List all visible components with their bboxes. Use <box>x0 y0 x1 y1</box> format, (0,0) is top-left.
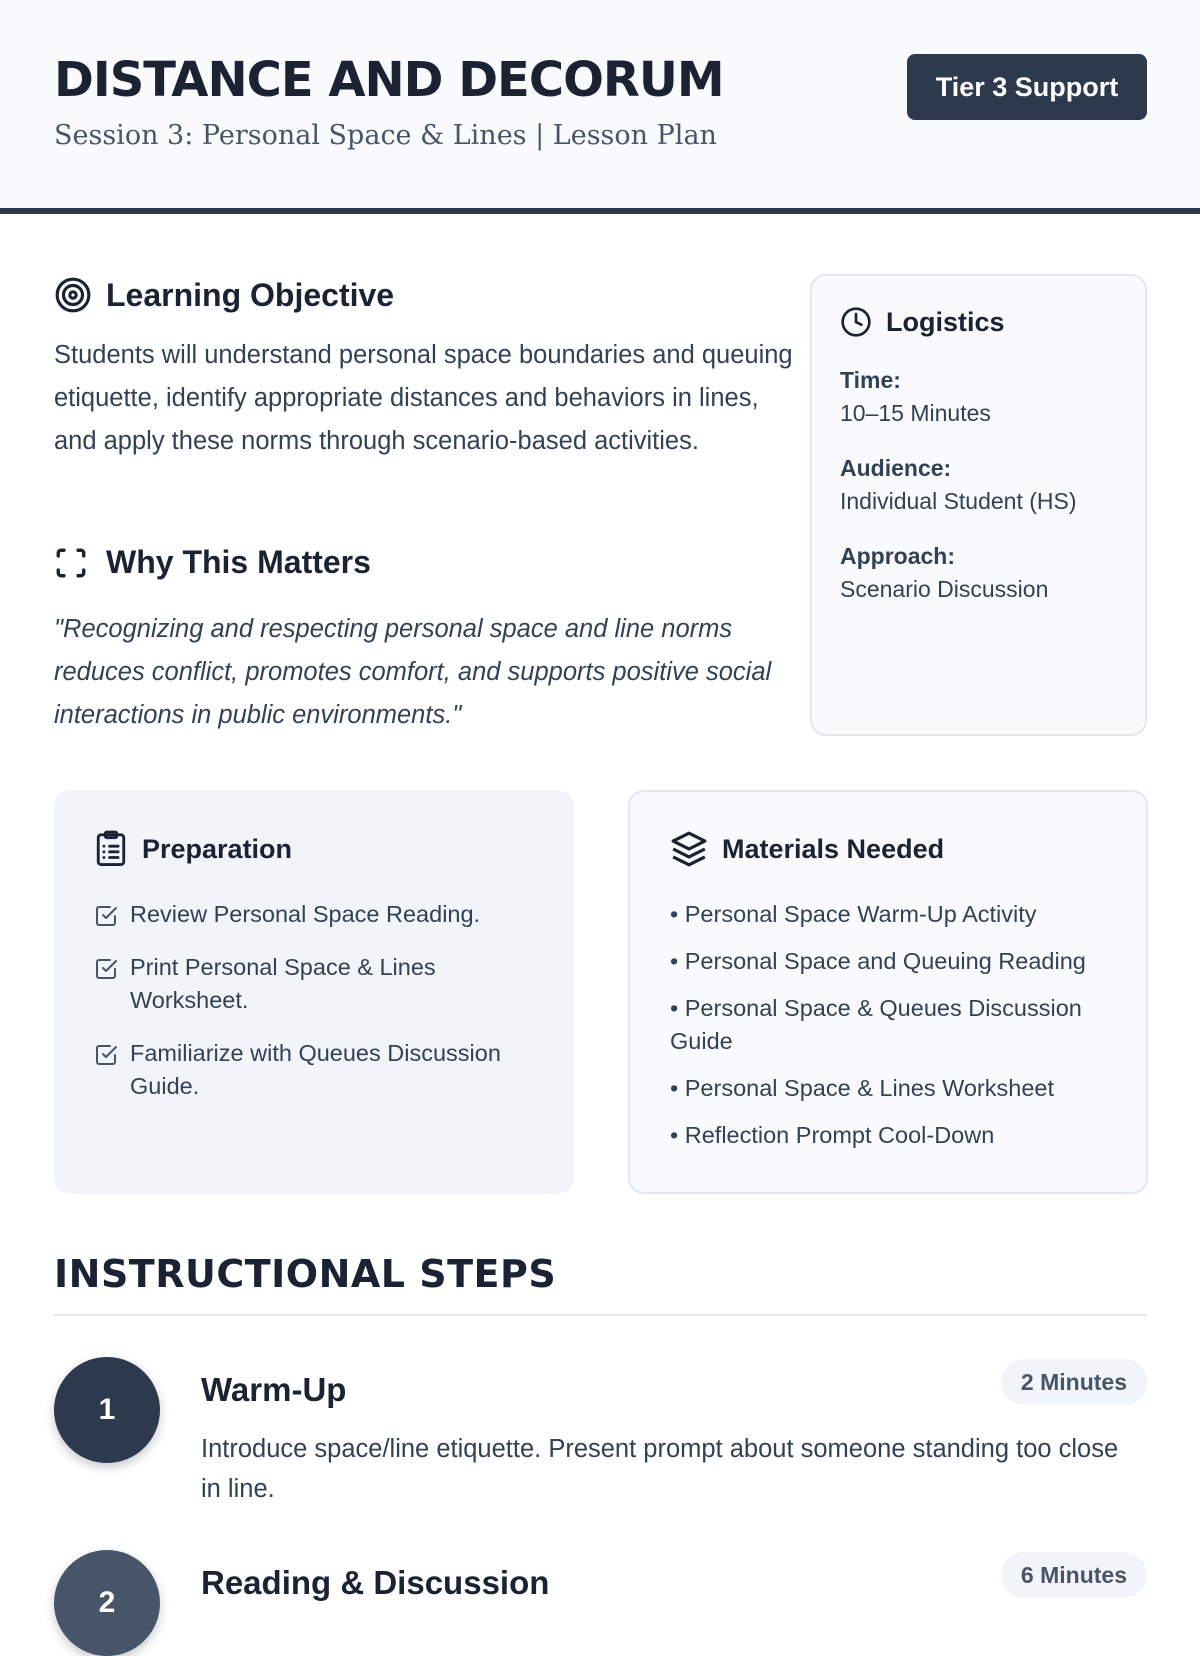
page-title: DISTANCE AND DECORUM <box>54 52 724 108</box>
logistics-audience-value: Individual Student (HS) <box>840 488 1077 514</box>
preparation-heading <box>94 830 534 868</box>
preparation-item <box>94 1037 534 1103</box>
logistics-time <box>840 364 1117 430</box>
preparation-item-text: Print Personal Space & Lines Worksheet. <box>130 954 436 1013</box>
logistics-heading-label: Logistics <box>886 306 1005 337</box>
why-quote: "Recognizing and respecting personal space and line norms reduces conflict, promotes comfort, and supports positive social interactions in public environments." <box>54 615 772 729</box>
target-icon <box>54 276 92 314</box>
scan-icon <box>54 546 88 580</box>
materials-item: • Personal Space & Lines Worksheet <box>670 1075 1054 1101</box>
materials-item: • Reflection Prompt Cool-Down <box>670 1122 995 1148</box>
materials-heading-label: Materials Needed <box>722 833 945 864</box>
checkbox-checked-icon <box>94 904 118 928</box>
why-heading <box>54 544 371 581</box>
step-number-badge: 1 <box>54 1357 160 1463</box>
logistics-card <box>810 274 1147 736</box>
preparation-item-text: Review Personal Space Reading. <box>130 901 481 927</box>
why-heading-label: Why This Matters <box>106 544 371 580</box>
clock-icon <box>840 306 872 338</box>
step-duration-badge: 2 Minutes <box>1001 1359 1147 1405</box>
steps-heading: INSTRUCTIONAL STEPS <box>54 1252 557 1296</box>
checkbox-checked-icon <box>94 957 118 981</box>
logistics-audience <box>840 452 1117 518</box>
preparation-card <box>54 790 574 1194</box>
step-duration-badge: 6 Minutes <box>1001 1552 1147 1598</box>
step-title: Reading & Discussion <box>201 1564 550 1601</box>
logistics-time-label: Time: <box>840 367 901 393</box>
logistics-approach <box>840 540 1117 606</box>
objective-text: Students will understand personal space boundaries and queuing etiquette, identify appropriate distances and behaviors in lines, and apply these norms through scenario-based activities. <box>54 341 793 455</box>
preparation-item <box>94 951 534 1017</box>
preparation-item <box>94 898 534 931</box>
page-subtitle: Session 3: Personal Space & Lines | Lesson Plan <box>54 120 717 151</box>
logistics-time-value: 10–15 Minutes <box>840 400 991 426</box>
logistics-approach-label: Approach: <box>840 543 955 569</box>
steps-divider <box>54 1314 1147 1316</box>
lesson-header <box>0 0 1200 214</box>
materials-item: • Personal Space & Queues Discussion Guide <box>670 995 1082 1054</box>
step-title: Warm-Up <box>201 1371 347 1408</box>
layers-icon <box>670 830 708 868</box>
materials-item: • Personal Space Warm-Up Activity <box>670 901 1037 927</box>
materials-heading <box>670 830 1106 868</box>
checkbox-checked-icon <box>94 1043 118 1067</box>
logistics-audience-label: Audience: <box>840 455 952 481</box>
logistics-heading <box>840 306 1117 338</box>
objective-heading <box>54 276 394 314</box>
objective-heading-label: Learning Objective <box>106 276 395 313</box>
step-number-badge: 2 <box>54 1550 160 1656</box>
tier-badge: Tier 3 Support <box>907 54 1147 120</box>
preparation-item-text: Familiarize with Queues Discussion Guide. <box>130 1040 501 1099</box>
materials-item: • Personal Space and Queuing Reading <box>670 948 1086 974</box>
preparation-heading-label: Preparation <box>142 833 293 864</box>
clipboard-list-icon <box>94 830 128 868</box>
materials-card <box>628 790 1148 1194</box>
logistics-approach-value: Scenario Discussion <box>840 576 1049 602</box>
step-description: Introduce space/line etiquette. Present prompt about someone standing too close in line. <box>201 1435 1119 1503</box>
